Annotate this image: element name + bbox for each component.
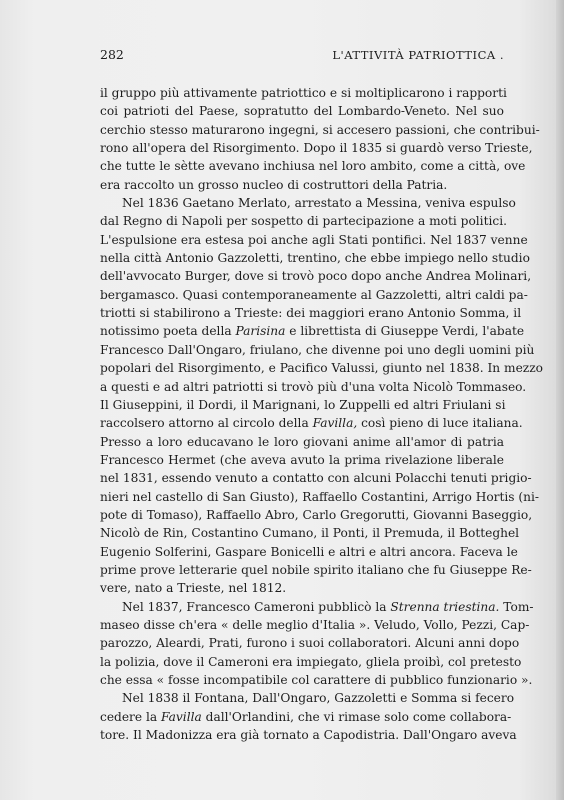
text-line [100, 414, 523, 432]
text-line [100, 139, 533, 157]
text-segment: dall'Orlandini, che vi rimase solo come collabora- [201, 709, 512, 724]
text-segment: L'espulsione era estesa poi anche agli Stati pontifici. Nel 1837 venne [100, 232, 528, 247]
text-segment: nieri nel castello di San Giusto), Raffaello Costantini, Arrigo Hortis (ni- [100, 489, 540, 504]
text-segment: popolari del Risorgimento, e Pacifico Valussi, giunto nel 1838. In mezzo [100, 361, 543, 376]
italic-title: Favilla [161, 709, 202, 724]
text-segment: Il Giuseppini, il Dordi, il Marignani, lo Zuppelli ed altri Friulani si [100, 397, 506, 412]
text-segment: Presso a loro educavano le loro giovani anime all'amor di patria [100, 434, 504, 449]
text-segment: dell'avvocato Burger, dove si trovò poco dopo anche Andrea Molinari, [100, 269, 532, 284]
text-line [100, 341, 535, 359]
text-line [100, 634, 520, 652]
text-line [100, 506, 533, 524]
text-segment: Tom- [499, 599, 534, 614]
running-title: L'ATTIVITÀ PATRIOTTICA . [332, 48, 504, 62]
text-line [100, 378, 527, 396]
text-segment: parozzo, Aleardi, Prati, furono i suoi collaboratori. Alcuni anni dopo [100, 636, 520, 651]
text-line [100, 433, 504, 451]
text-segment: maseo disse ch'era « delle meglio d'Italia ». Veludo, Vollo, Pezzi, Cap- [100, 617, 530, 632]
text-line [100, 102, 504, 120]
text-line [100, 304, 522, 322]
text-segment: cedere la [100, 709, 162, 724]
text-segment: la polizia, dove il Cameroni era impiegato, gliela proibì, col pretesto [100, 654, 522, 669]
text-segment: il gruppo più attivamente patriottico e si moltiplicarono i rapporti [100, 86, 507, 100]
text-segment: era raccolto un grosso nucleo di costruttori della Patria. [100, 177, 448, 192]
running-header [100, 47, 504, 63]
text-segment: che essa « fosse incompatibile col carattere di pubblico funzionario ». [100, 673, 533, 687]
text-segment: tore. Il Madonizza era già tornato a Capodistria. Dall'Ongaro aveva [100, 728, 517, 743]
text-segment: così pieno di luce italiana. [357, 416, 523, 431]
text-segment: Nicolò de Rin, Costantino Cumano, il Ponti, il Premuda, il Botteghel [100, 526, 520, 541]
text-line [100, 231, 528, 249]
text-line [100, 488, 540, 506]
text-segment: notissimo poeta della [100, 324, 236, 339]
text-line [100, 121, 540, 139]
text-segment: nella città Antonio Gazzoletti, trentino, che ebbe impiego nello studio [100, 251, 530, 266]
text-line [100, 451, 504, 469]
text-line [100, 249, 530, 267]
text-line [100, 671, 533, 689]
text-segment: a questi e ad altri patriotti si trovò più d'una volta Nicolò Tommaseo. [100, 379, 527, 394]
text-line [100, 212, 507, 230]
text-segment: cerchio stesso maturarono ingegni, si accesero passioni, che contribui- [100, 122, 540, 137]
text-line [100, 708, 512, 726]
page-gutter-shadow [556, 0, 564, 800]
text-segment: vere, nato a Trieste, nel 1812. [100, 581, 287, 596]
text-line [100, 176, 504, 194]
text-line [100, 616, 530, 634]
text-line [100, 653, 522, 671]
text-line [100, 469, 532, 487]
text-line [100, 267, 532, 285]
text-line [100, 359, 543, 377]
text-line [100, 543, 518, 561]
text-segment: Nel 1837, Francesco Cameroni pubblicò la [122, 599, 391, 614]
text-line [100, 286, 528, 304]
text-line [100, 524, 520, 542]
italic-title: Parisina [235, 324, 286, 339]
body-text [100, 84, 543, 744]
text-line [100, 598, 534, 616]
text-line [100, 396, 504, 414]
text-segment: Nel 1838 il Fontana, Dall'Ongaro, Gazzoletti e Somma si fecero [122, 691, 515, 706]
text-segment: dal Regno di Napoli per sospetto di partecipazione a moti politici. [100, 214, 507, 229]
text-line [100, 579, 504, 597]
text-segment: Francesco Dall'Ongaro, friulano, che divenne poi uno degli uomini più [100, 342, 535, 357]
text-line [100, 726, 517, 744]
text-segment: e librettista di Giuseppe Verdi, l'abate [285, 324, 525, 339]
text-segment: coi patrioti del Paese, sopratutto del Lombardo-Veneto. Nel suo [100, 104, 504, 119]
text-line [100, 84, 507, 102]
text-line [100, 194, 516, 212]
text-segment: che tutte le sètte avevano inchiusa nel loro ambito, come a città, ove [100, 159, 526, 174]
italic-title: Favilla, [312, 416, 358, 431]
text-segment: nel 1831, essendo venuto a contatto con alcuni Polacchi tenuti prigio- [100, 471, 532, 486]
text-segment: raccolsero attorno al circolo della [100, 416, 313, 431]
text-line [100, 322, 525, 340]
text-segment: rono all'opera del Risorgimento. Dopo il 1835 si guardò verso Trieste, [100, 141, 533, 156]
italic-title: Strenna triestina. [390, 599, 500, 614]
text-segment: bergamasco. Quasi contemporaneamente al Gazzoletti, altri caldi pa- [100, 287, 528, 302]
text-line [100, 157, 526, 175]
text-segment: Nel 1836 Gaetano Merlato, arrestato a Messina, veniva espulso [122, 196, 516, 211]
text-segment: Eugenio Solferini, Gaspare Bonicelli e altri e altri ancora. Faceva le [100, 544, 518, 559]
text-line [100, 689, 515, 707]
page-number: 282 [100, 47, 124, 62]
text-segment: pote di Tomaso), Raffaello Abro, Carlo Gregorutti, Giovanni Baseggio, [100, 507, 533, 522]
text-segment: prime prove letterarie quel nobile spirito italiano che fu Giuseppe Re- [100, 562, 532, 577]
text-segment: Francesco Hermet (che aveva avuto la prima rivelazione liberale [100, 452, 504, 467]
text-segment: triotti si stabilirono a Trieste: dei maggiori erano Antonio Somma, il [100, 306, 522, 321]
text-line [100, 561, 532, 579]
